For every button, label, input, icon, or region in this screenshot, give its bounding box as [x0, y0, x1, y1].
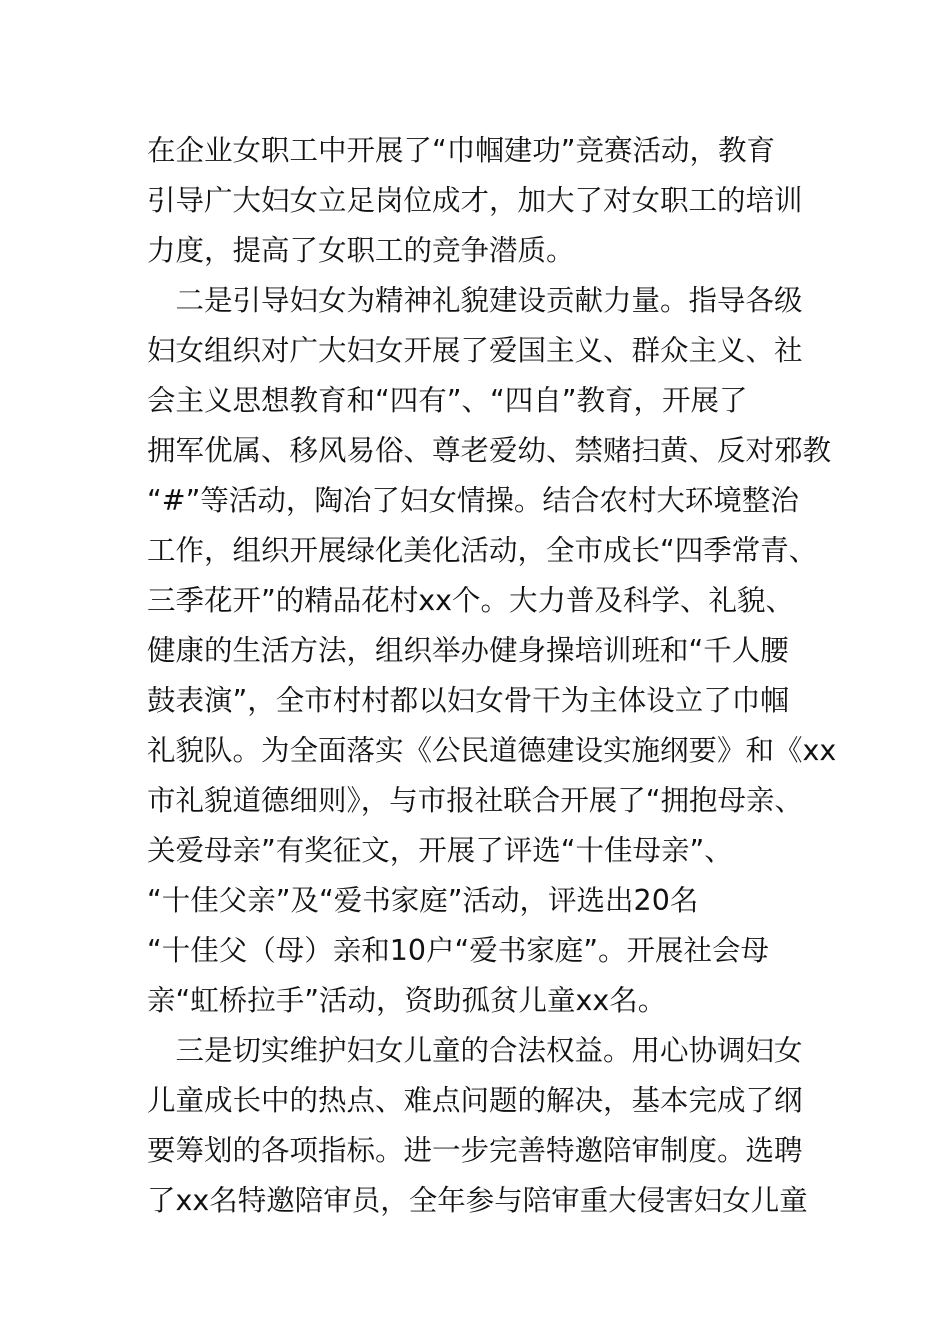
text-line: 引导广大妇女立足岗位成才，加大了对女职工的培训 [147, 184, 803, 217]
text-line: 市礼貌道德细则》，与市报社联合开展了“拥抱母亲、 [147, 784, 804, 817]
text-line: 要筹划的各项指标。进一步完善特邀陪审制度。选聘 [147, 1134, 803, 1167]
text-line: 会主义思想教育和“四有”、“四自”教育，开展了 [147, 384, 748, 417]
text-line: 拥军优属、移风易俗、尊老爱幼、禁赌扫黄、反对邪教 [147, 434, 832, 467]
text-line: 工作，组织开展绿化美化活动，全市成长“四季常青、 [147, 534, 818, 567]
text-line: 三是切实维护妇女儿童的合法权益。用心协调妇女 [147, 1034, 803, 1067]
text-line: “#”等活动，陶冶了妇女情操。结合农村大环境整治 [147, 484, 799, 517]
text-line: “十佳父（母）亲和10户“爱书家庭”。开展社会母 [147, 934, 770, 967]
text-line: 健康的生活方法，组织举办健身操培训班和“千人腰 [147, 634, 789, 667]
text-line: 亲“虹桥拉手”活动，资助孤贫儿童xx名。 [147, 984, 667, 1017]
text-line: 妇女组织对广大妇女开展了爱国主义、群众主义、社 [147, 334, 803, 367]
document-body [147, 126, 837, 1226]
text-line: 了xx名特邀陪审员，全年参与陪审重大侵害妇女儿童 [147, 1184, 808, 1217]
text-line: 三季花开”的精品花村xx个。大力普及科学、礼貌、 [147, 584, 794, 617]
text-line: 礼貌队。为全面落实《公民道德建设实施纲要》和《xx [147, 734, 837, 767]
text-line: “十佳父亲”及“爱书家庭”活动，评选出20名 [147, 884, 699, 917]
text-line: 儿童成长中的热点、难点问题的解决，基本完成了纲 [147, 1084, 803, 1117]
text-line: 力度，提高了女职工的竞争潜质。 [147, 234, 575, 267]
text-line: 鼓表演”，全市村村都以妇女骨干为主体设立了巾帼 [147, 684, 789, 717]
text-line: 在企业女职工中开展了“巾帼建功”竞赛活动，教育 [147, 134, 776, 167]
text-line: 二是引导妇女为精神礼貌建设贡献力量。指导各级 [147, 284, 803, 317]
text-line: 关爱母亲”有奖征文，开展了评选“十佳母亲”、 [147, 834, 733, 867]
